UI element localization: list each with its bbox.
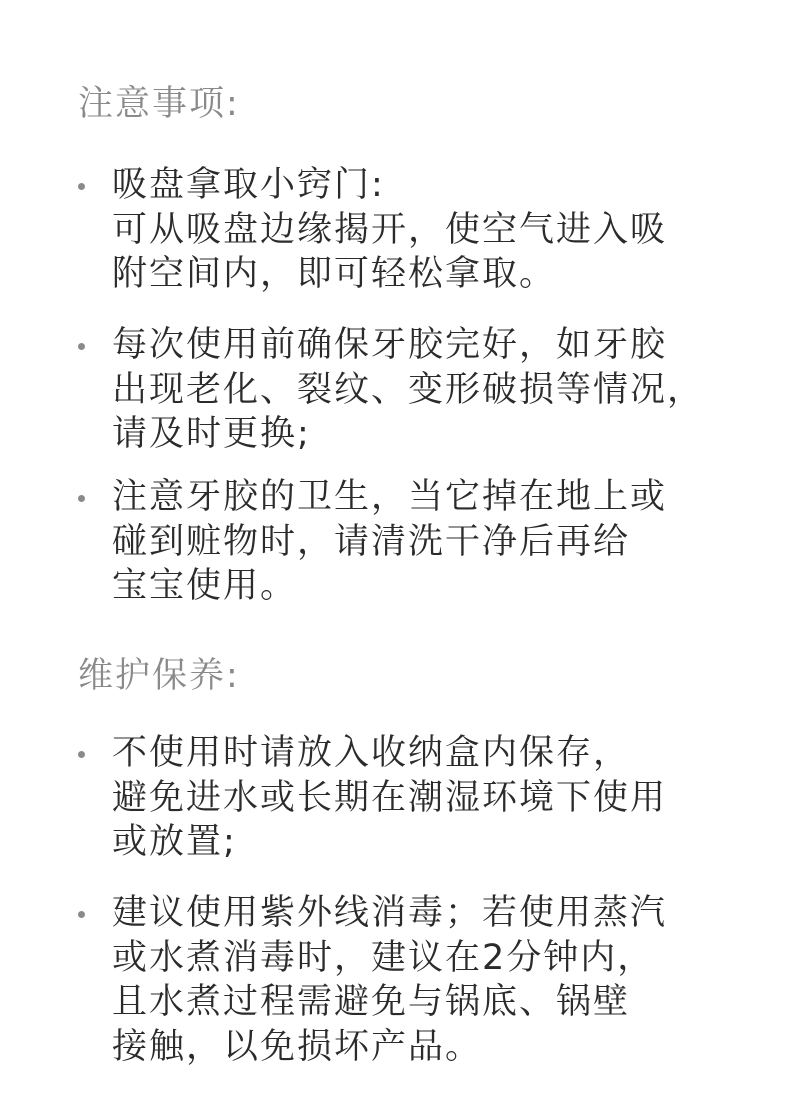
section-title-precautions: 注意事项: bbox=[78, 84, 240, 124]
bullet-dot-icon bbox=[78, 751, 85, 758]
list-item-line: 碰到赃物时，请清洗干净后再给 bbox=[112, 521, 631, 562]
bullet-dot-icon bbox=[78, 183, 85, 190]
list-item-line: 建议使用紫外线消毒；若使用蒸汽 bbox=[112, 893, 668, 933]
list-item-line: 附空间内，即可轻松拿取。 bbox=[112, 254, 557, 294]
list-item-line: 每次使用前确保牙胶完好，如牙胶 bbox=[112, 325, 668, 365]
list-item-line: 吸盘拿取小窍门: bbox=[112, 165, 385, 205]
list-item-line: 可从吸盘边缘揭开，使空气进入吸 bbox=[112, 209, 668, 250]
bullet-dot-icon bbox=[78, 911, 85, 918]
list-item-line: 宝宝使用。 bbox=[112, 566, 298, 606]
list-item-line: 出现老化、裂纹、变形破损等情况， bbox=[112, 369, 705, 410]
bullet-dot-icon bbox=[78, 343, 85, 350]
list-item-line: 注意牙胶的卫生，当它掉在地上或 bbox=[112, 477, 668, 517]
list-item-line: 或水煮消毒时，建议在2分钟内， bbox=[112, 937, 655, 978]
list-item-line: 接触，以免损坏产品。 bbox=[112, 1026, 483, 1067]
list-item-line: 请及时更换; bbox=[112, 414, 311, 454]
list-item-line: 避免进水或长期在潮湿环境下使用 bbox=[112, 777, 668, 818]
list-item-line: 不使用时请放入收纳盒内保存， bbox=[112, 733, 631, 773]
list-item-line: 且水煮过程需避免与锅底、锅壁 bbox=[112, 982, 631, 1022]
section-title-maintenance: 维护保养: bbox=[78, 656, 240, 696]
bullet-dot-icon bbox=[78, 495, 85, 502]
list-item-line: 或放置; bbox=[112, 822, 237, 862]
